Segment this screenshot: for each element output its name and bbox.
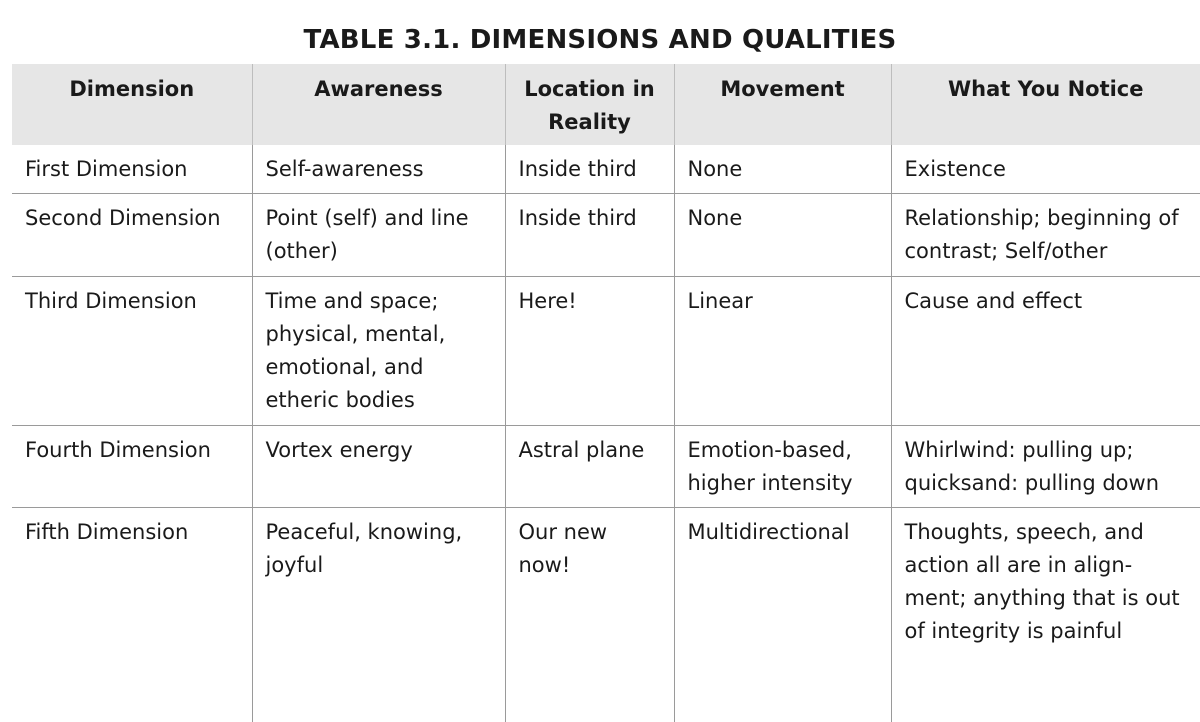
column-header-what-you-notice: What You Notice xyxy=(891,64,1200,145)
table-row xyxy=(12,277,1200,426)
table-body xyxy=(12,145,1200,722)
cell-location: Inside third xyxy=(505,194,674,277)
cell-awareness: Self-awareness xyxy=(252,145,505,194)
cell-what-you-notice: Cause and effect xyxy=(891,277,1200,426)
table-header xyxy=(12,64,1200,145)
table-row xyxy=(12,145,1200,194)
table-row xyxy=(12,194,1200,277)
cell-awareness: Vortex energy xyxy=(252,426,505,508)
table-title: TABLE 3.1. DIMENSIONS AND QUALITIES xyxy=(0,24,1200,56)
column-header-location: Location in Reality xyxy=(505,64,674,145)
cell-what-you-notice: Relationship; beginning of contrast; Self/other xyxy=(891,194,1200,277)
cell-awareness: Peaceful, knowing, joyful xyxy=(252,508,505,722)
column-header-awareness: Awareness xyxy=(252,64,505,145)
table-row xyxy=(12,508,1200,722)
cell-what-you-notice: Whirlwind: pulling up; quicksand: pulling down xyxy=(891,426,1200,508)
cell-location: Inside third xyxy=(505,145,674,194)
cell-location: Here! xyxy=(505,277,674,426)
table-row xyxy=(12,426,1200,508)
header-row xyxy=(12,64,1200,145)
cell-dimension: Fourth Dimension xyxy=(12,426,252,508)
cell-what-you-notice: Existence xyxy=(891,145,1200,194)
cell-dimension: Fifth Dimension xyxy=(12,508,252,722)
cell-awareness: Point (self) and line (other) xyxy=(252,194,505,277)
cell-movement: Linear xyxy=(674,277,891,426)
cell-movement: Emotion-based, higher intensity xyxy=(674,426,891,508)
cell-dimension: First Dimension xyxy=(12,145,252,194)
cell-movement: None xyxy=(674,145,891,194)
cell-what-you-notice: Thoughts, speech, and action all are in align-ment; anything that is out of integrity is painful xyxy=(891,508,1200,722)
cell-awareness: Time and space; physical, mental, emotional, and etheric bodies xyxy=(252,277,505,426)
cell-dimension: Third Dimension xyxy=(12,277,252,426)
cell-location: Astral plane xyxy=(505,426,674,508)
cell-location: Our new now! xyxy=(505,508,674,722)
cell-dimension: Second Dimension xyxy=(12,194,252,277)
cell-movement: Multidirectional xyxy=(674,508,891,722)
cell-movement: None xyxy=(674,194,891,277)
column-header-movement: Movement xyxy=(674,64,891,145)
column-header-dimension: Dimension xyxy=(12,64,252,145)
dimensions-table xyxy=(12,64,1200,722)
